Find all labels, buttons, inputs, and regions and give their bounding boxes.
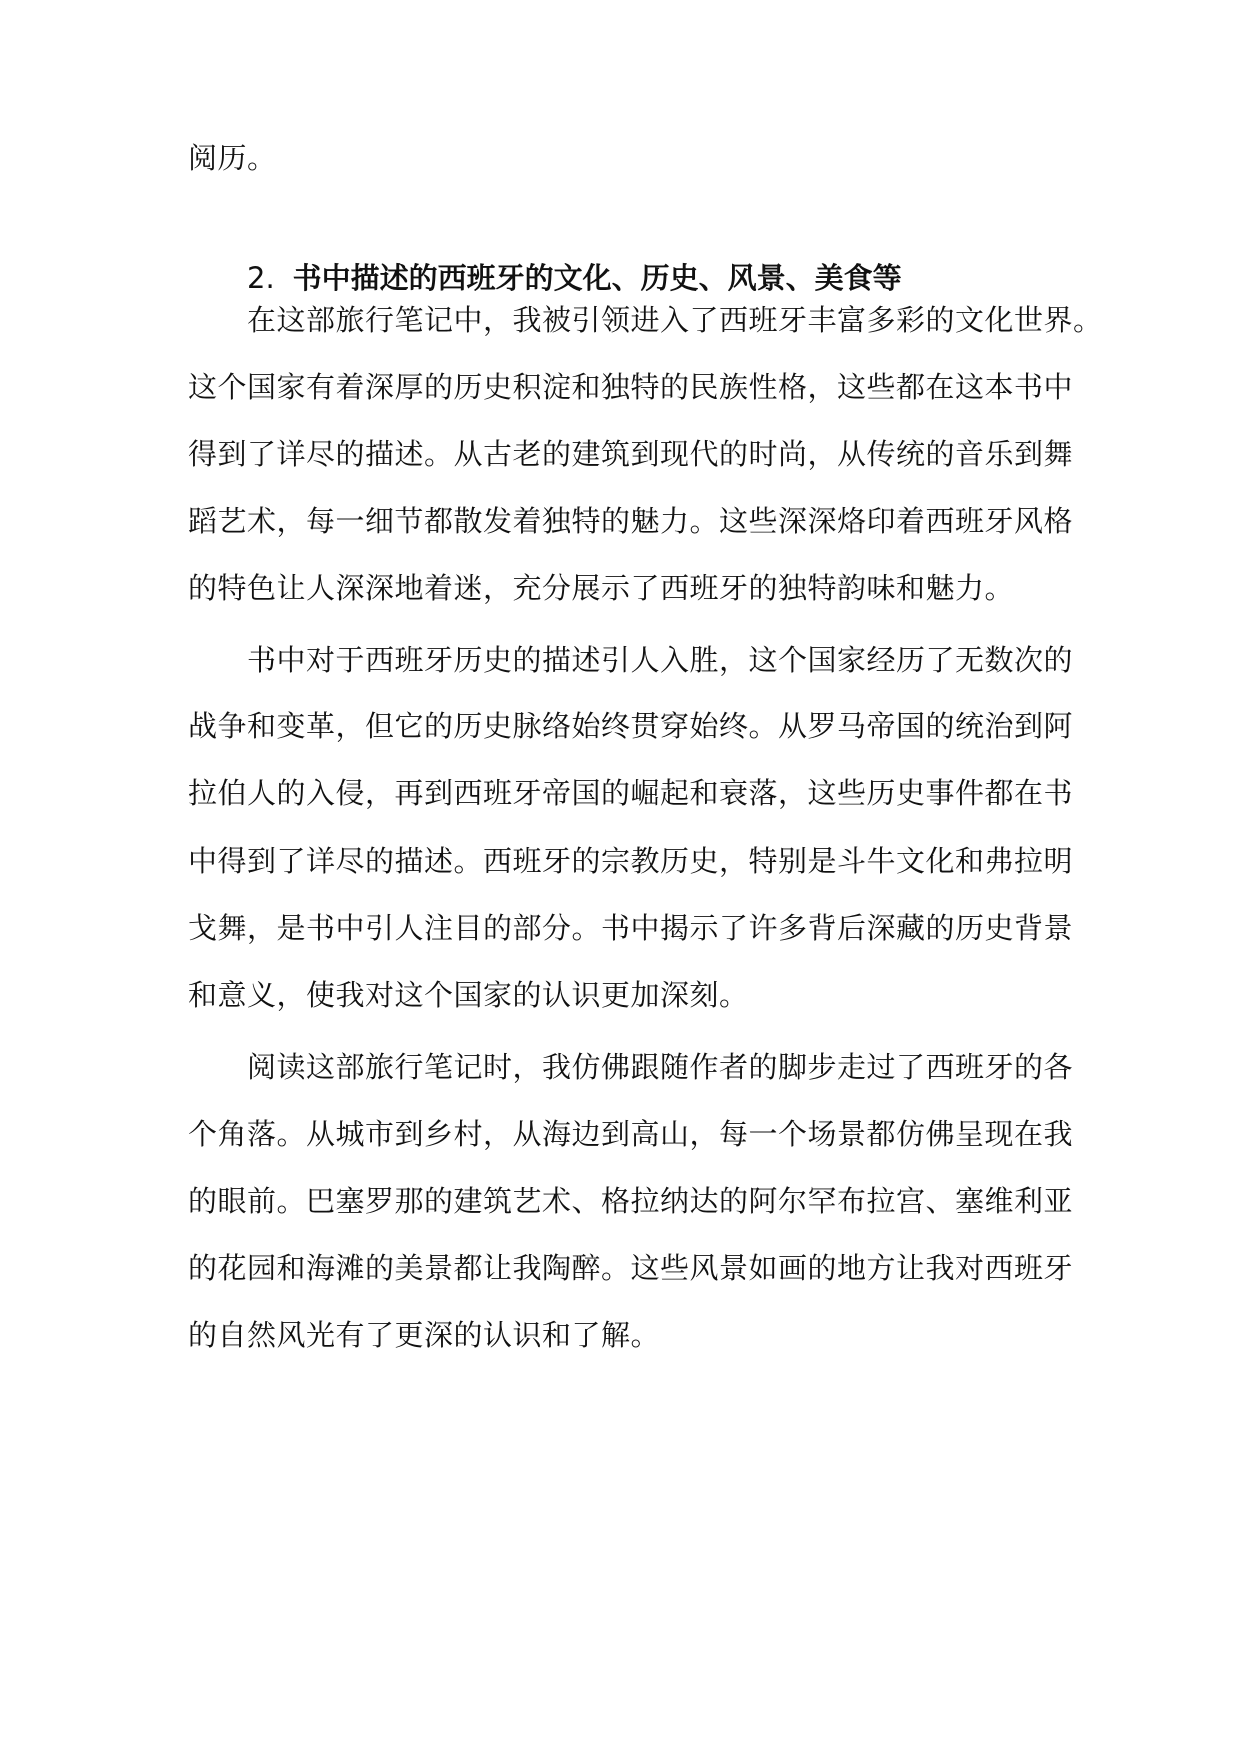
paragraph-3-line-5: 的自然风光有了更深的认识和了解。 — [188, 1318, 661, 1352]
fragment-line: 阅历。 — [188, 141, 277, 175]
paragraph-3-line-3: 的眼前。巴塞罗那的建筑艺术、格拉纳达的阿尔罕布拉宫、塞维利亚 — [188, 1184, 1074, 1218]
paragraph-3-line-2: 个角落。从城市到乡村，从海边到高山，每一个场景都仿佛呈现在我 — [188, 1117, 1074, 1151]
section-number: 2. — [247, 261, 275, 295]
paragraph-3-line-4: 的花园和海滩的美景都让我陶醉。这些风景如画的地方让我对西班牙 — [188, 1251, 1074, 1285]
paragraph-1-line-3: 得到了详尽的描述。从古老的建筑到现代的时尚，从传统的音乐到舞 — [188, 437, 1074, 471]
paragraph-2-line-6: 和意义，使我对这个国家的认识更加深刻。 — [188, 978, 749, 1012]
paragraph-2-line-4: 中得到了详尽的描述。西班牙的宗教历史，特别是斗牛文化和弗拉明 — [188, 844, 1074, 878]
section-heading — [247, 258, 902, 298]
paragraph-2-line-5: 戈舞，是书中引人注目的部分。书中揭示了许多背后深藏的历史背景 — [188, 911, 1074, 945]
section-title: 书中描述的西班牙的文化、历史、风景、美食等 — [292, 261, 902, 295]
paragraph-2-line-1: 书中对于西班牙历史的描述引人入胜，这个国家经历了无数次的 — [247, 643, 1074, 677]
paragraph-1-line-2: 这个国家有着深厚的历史积淀和独特的民族性格，这些都在这本书中 — [188, 370, 1074, 404]
paragraph-1-line-4: 蹈艺术，每一细节都散发着独特的魅力。这些深深烙印着西班牙风格 — [188, 504, 1074, 538]
paragraph-3-line-1: 阅读这部旅行笔记时，我仿佛跟随作者的脚步走过了西班牙的各 — [247, 1050, 1074, 1084]
paragraph-1-line-5: 的特色让人深深地着迷，充分展示了西班牙的独特韵味和魅力。 — [188, 571, 1015, 605]
paragraph-2-line-2: 战争和变革，但它的历史脉络始终贯穿始终。从罗马帝国的统治到阿 — [188, 709, 1074, 743]
paragraph-1-line-1: 在这部旅行笔记中，我被引领进入了西班牙丰富多彩的文化世界。 — [247, 303, 1103, 337]
paragraph-2-line-3: 拉伯人的入侵，再到西班牙帝国的崛起和衰落，这些历史事件都在书 — [188, 776, 1074, 810]
